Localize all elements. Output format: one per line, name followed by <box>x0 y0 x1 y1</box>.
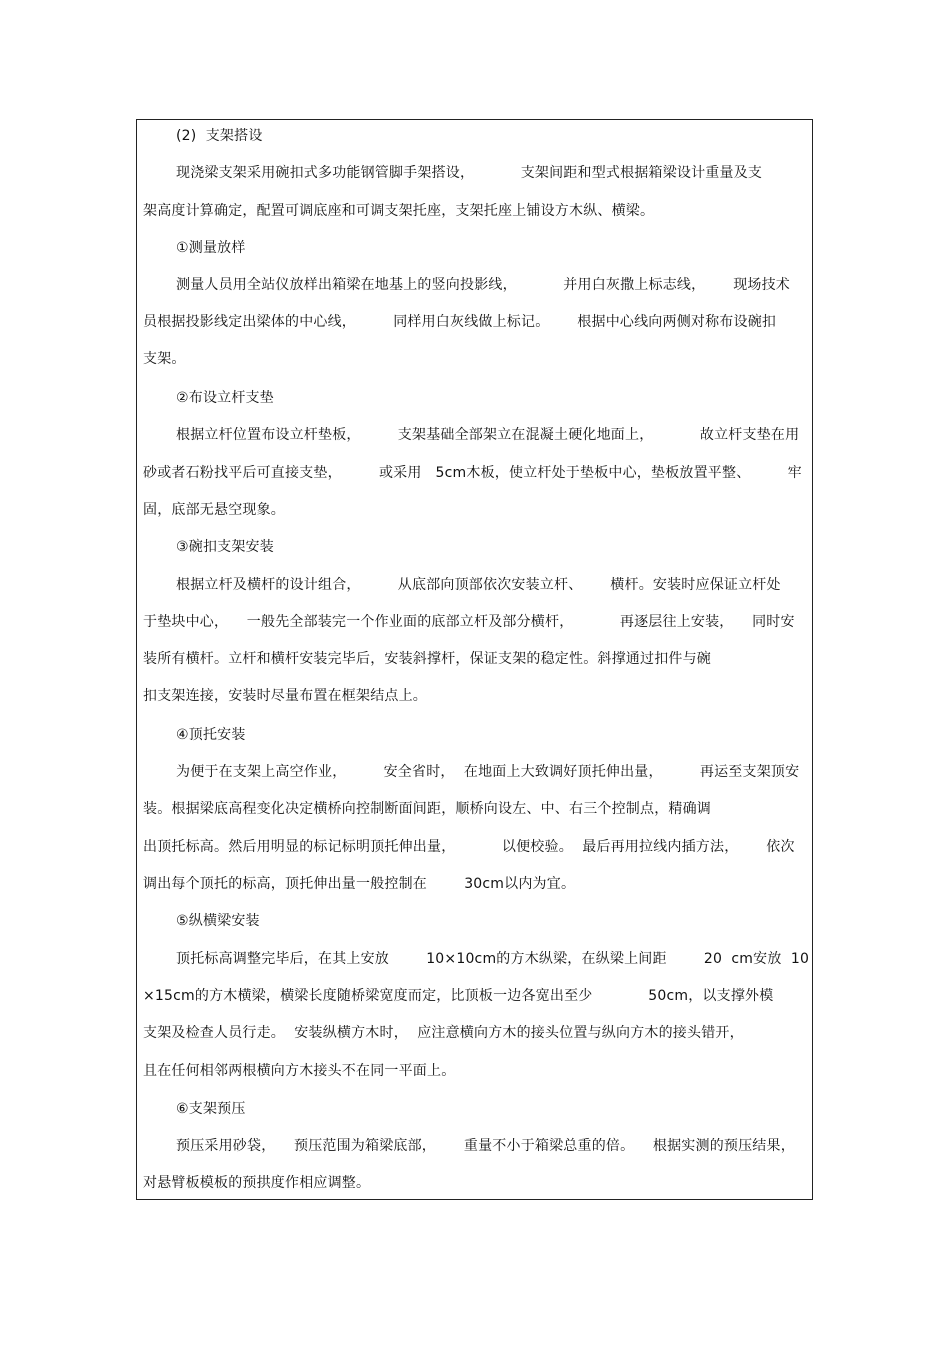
paragraph-line: ×15cm的方木横梁，横梁长度随桥梁宽度而定，比顶板一边各宽出至少 50cm，以支撑外模 <box>143 988 774 1004</box>
paragraph-line: 现浇梁支架采用碗扣式多功能钢管脚手架搭设， 支架间距和型式根据箱梁设计重量及支 <box>176 165 763 181</box>
subsection-heading: ④顶托安装 <box>176 727 246 743</box>
paragraph-line: 支架及检查人员行走。 安装纵横方木时， 应注意横向方木的接头位置与纵向方木的接头错开， <box>143 1025 744 1041</box>
paragraph-line: 员根据投影线定出梁体的中心线， 同样用白灰线做上标记。 根据中心线向两侧对称布设碗扣 <box>143 314 777 330</box>
paragraph-line: 固，底部无悬空现象。 <box>143 502 285 518</box>
paragraph-line: 装所有横杆。立杆和横杆安装完毕后，安装斜撑杆，保证支架的稳定性。斜撑通过扣件与碗 <box>143 651 711 667</box>
paragraph-line: 为便于在支架上高空作业， 安全省时， 在地面上大致调好顶托伸出量， 再运至支架顶安 <box>176 764 800 780</box>
paragraph-line: 砂或者石粉找平后可直接支垫， 或采用 5cm木板，使立杆处于垫板中心，垫板放置平整、 牢 <box>143 465 802 481</box>
paragraph-line: 架高度计算确定，配置可调底座和可调支架托座，支架托座上铺设方木纵、横梁。 <box>143 203 655 219</box>
paragraph-line: 出顶托标高。然后用明显的标记标明顶托伸出量， 以便校验。 最后再用拉线内插方法， 依次 <box>143 839 795 855</box>
paragraph-line: 对悬臂板模板的预拱度作相应调整。 <box>143 1175 371 1191</box>
paragraph-line: 测量人员用全站仪放样出箱梁在地基上的竖向投影线， 并用白灰撒上标志线， 现场技术 <box>176 277 791 293</box>
subsection-heading: ⑥支架预压 <box>176 1101 246 1117</box>
paragraph-line: 顶托标高调整完毕后，在其上安放 10×10cm的方木纵梁，在纵梁上间距 20 cm安放 10 <box>176 951 810 967</box>
paragraph-line: 根据立杆位置布设立杆垫板， 支架基础全部架立在混凝土硬化地面上， 故立杆支垫在用 <box>176 427 800 443</box>
paragraph-line: 装。根据梁底高程变化决定横桥向控制断面间距，顺桥向设左、中、右三个控制点，精确调 <box>143 801 711 817</box>
paragraph-line: 于垫块中心， 一般先全部装完一个作业面的底部立杆及部分横杆， 再逐层往上安装， 同时安 <box>143 614 795 630</box>
paragraph-line: 调出每个顶托的标高，顶托伸出量一般控制在 30cm以内为宜。 <box>143 876 576 892</box>
subsection-heading: ②布设立杆支垫 <box>176 390 274 406</box>
subsection-heading: ⑤纵横梁安装 <box>176 913 260 929</box>
paragraph-line: 且在任何相邻两根横向方木接头不在同一平面上。 <box>143 1063 456 1079</box>
paragraph-line: 扣支架连接，安装时尽量布置在框架结点上。 <box>143 688 427 704</box>
subsection-heading: ③碗扣支架安装 <box>176 539 274 555</box>
section-heading: (2) 支架搭设 <box>176 128 263 144</box>
subsection-heading: ①测量放样 <box>176 240 246 256</box>
paragraph-line: 预压采用砂袋， 预压范围为箱梁底部， 重量不小于箱梁总重的倍。 根据实测的预压结果， <box>176 1138 795 1154</box>
paragraph-line: 根据立杆及横杆的设计组合， 从底部向顶部依次安装立杆、 横杆。安装时应保证立杆处 <box>176 577 781 593</box>
paragraph-line: 支架。 <box>143 351 186 367</box>
